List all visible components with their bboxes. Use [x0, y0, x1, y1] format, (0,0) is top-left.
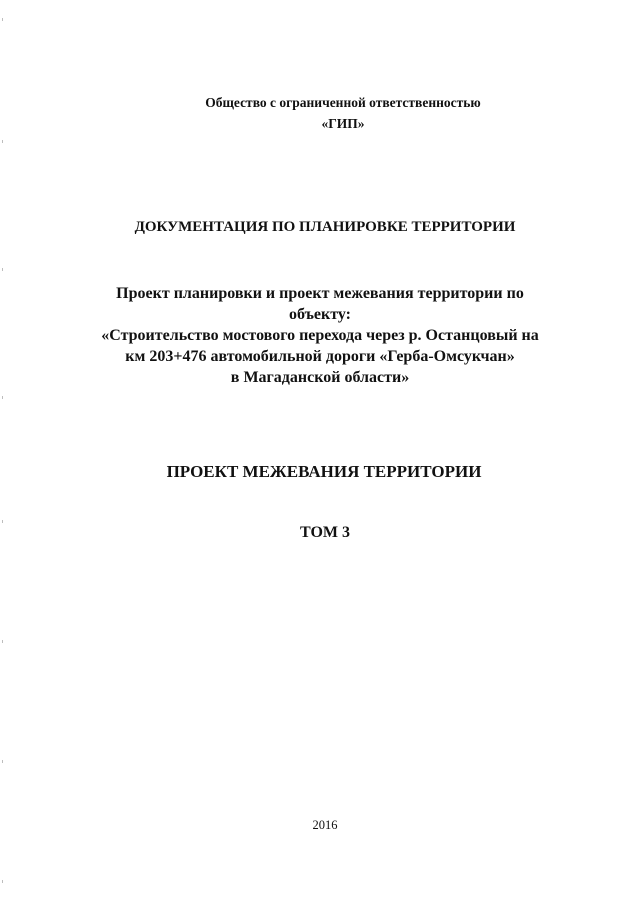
project-title-line: в Магаданской области»	[230, 369, 410, 386]
project-title-line: «Строительство мостового перехода через р. Останцовый на	[101, 327, 539, 344]
project-title-line: объекту:	[288, 306, 351, 323]
organization-name-line2: «ГИП»	[321, 116, 365, 131]
project-title-line: км 203+476 автомобильной дороги «Герба-Омсукчан»	[125, 348, 515, 365]
project-title-block	[0, 283, 640, 388]
organization-name-line1: Общество с ограниченной ответственностью	[205, 95, 481, 110]
document-year: 2016	[312, 818, 338, 832]
volume-number: ТОМ 3	[299, 524, 350, 541]
project-title-line: Проект планировки и проект межевания территории по	[116, 285, 524, 302]
document-type-title: ДОКУМЕНТАЦИЯ ПО ПЛАНИРОВКЕ ТЕРРИТОРИИ	[134, 219, 516, 235]
scan-edge-marks	[2, 0, 6, 905]
section-title: ПРОЕКТ МЕЖЕВАНИЯ ТЕРРИТОРИИ	[166, 462, 482, 481]
